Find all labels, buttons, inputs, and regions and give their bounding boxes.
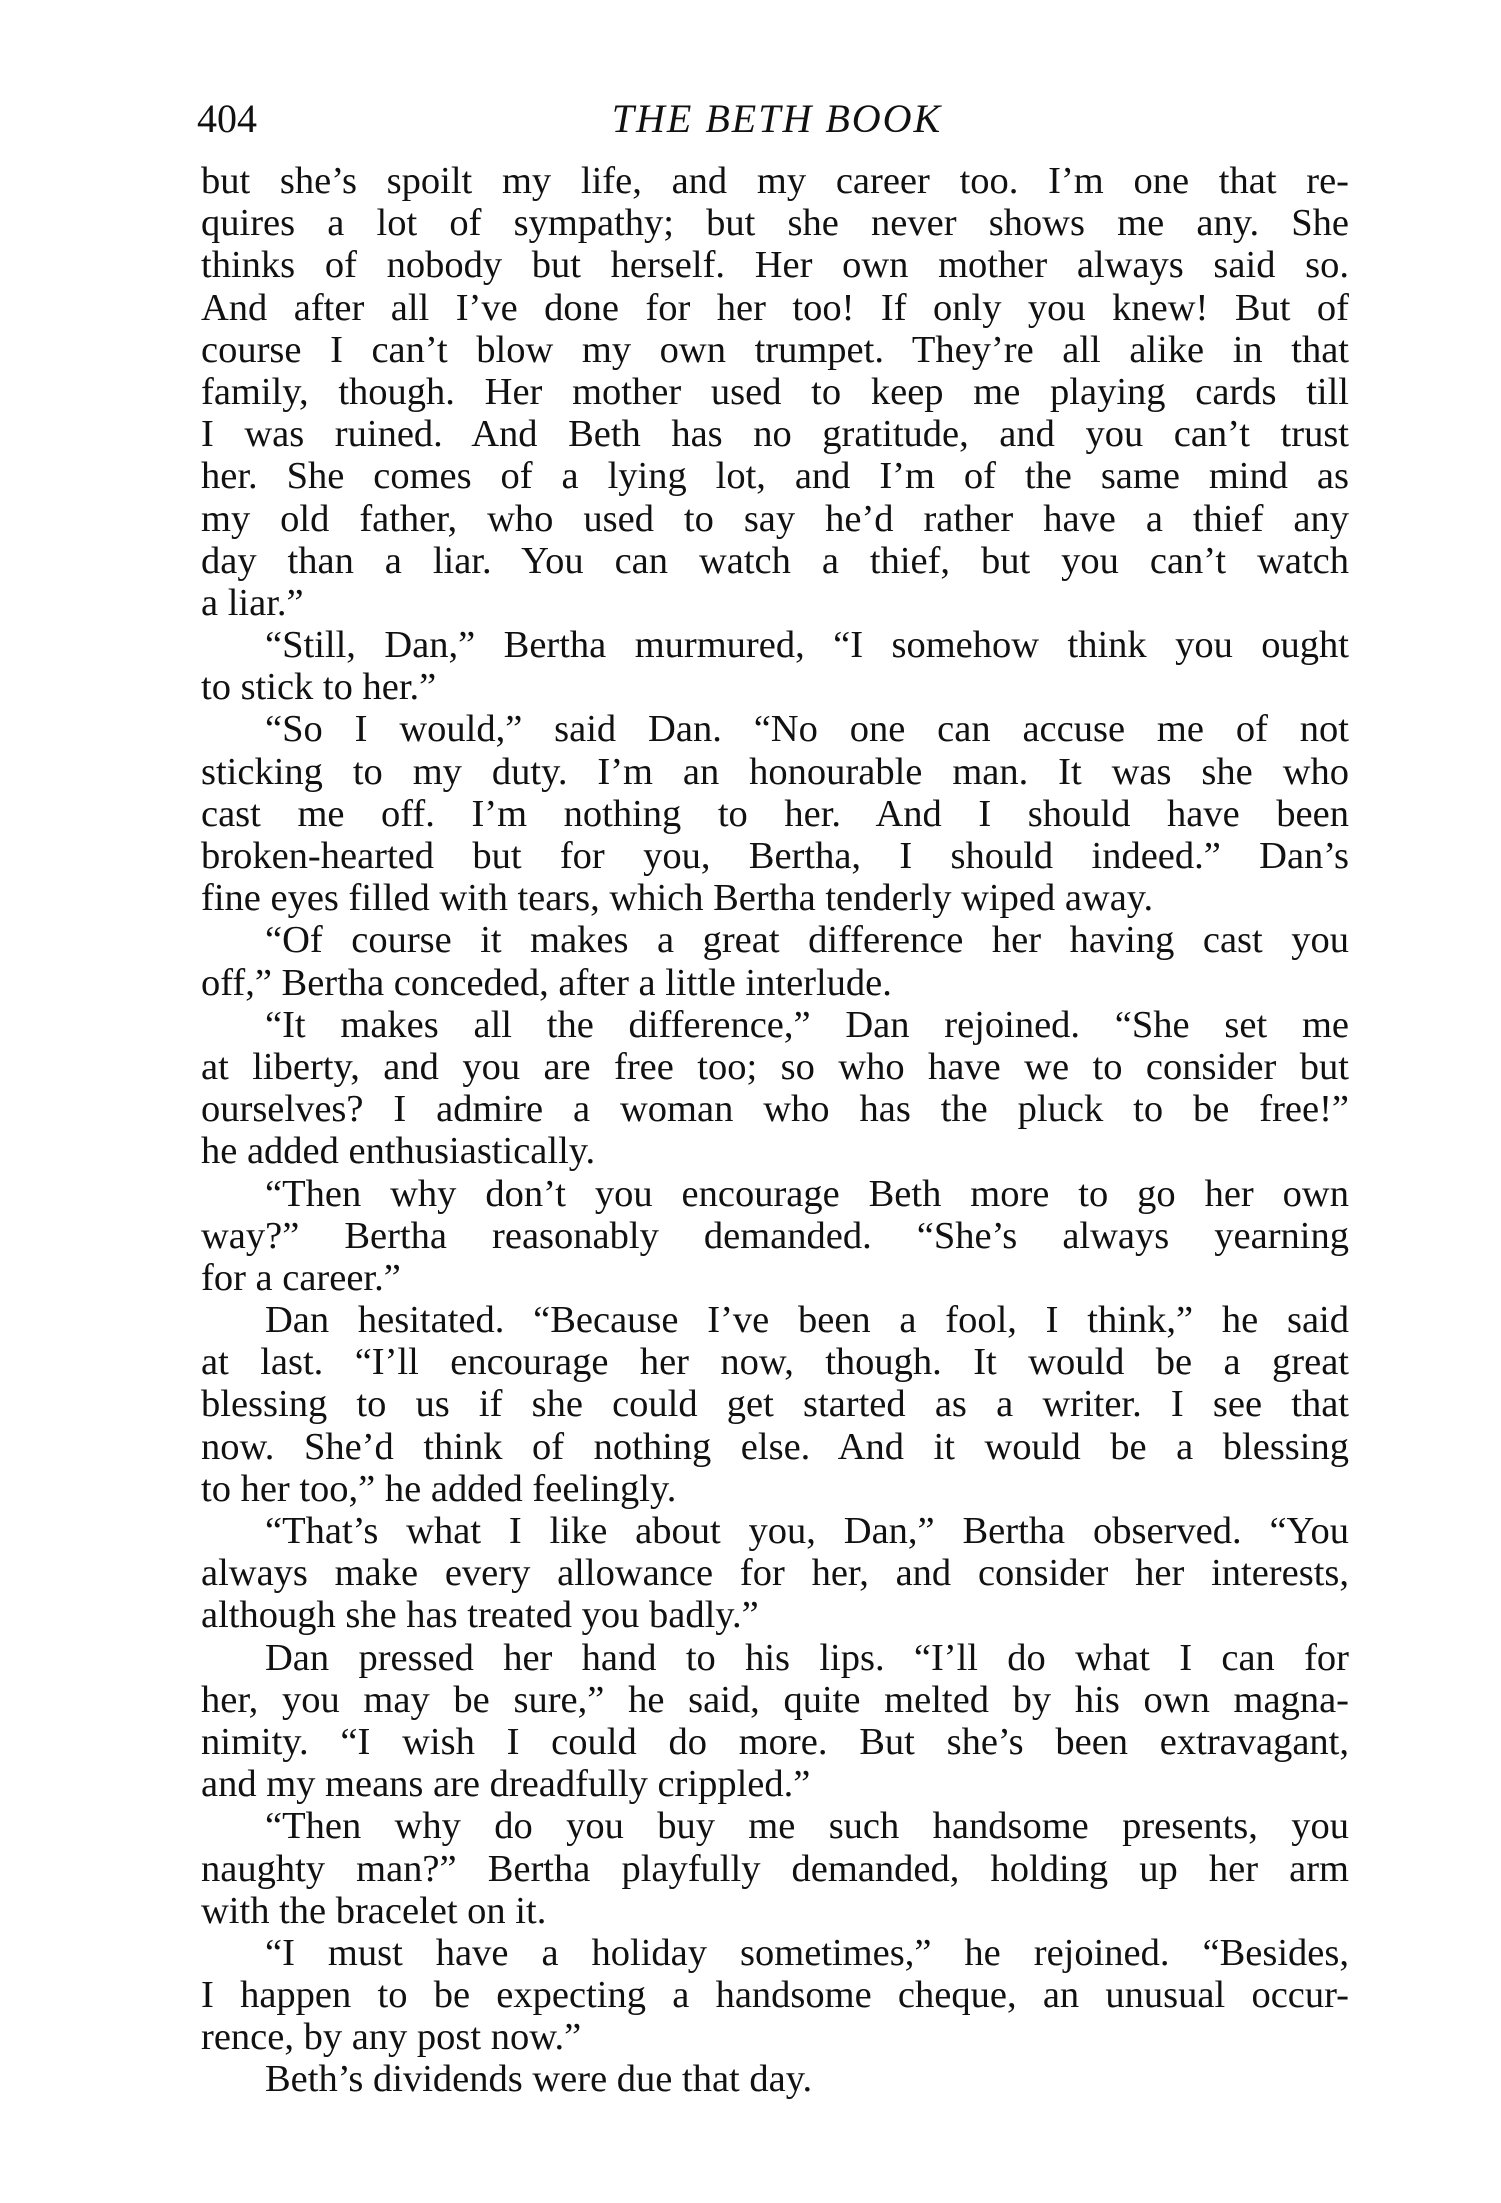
text-line: my old father, who used to say he’d rather have a thief any	[201, 497, 1349, 540]
paragraph	[201, 2058, 1349, 2100]
text-line: thinks of nobody but herself. Her own mother always said so.	[201, 244, 1349, 287]
text-line: cast me off. I’m nothing to her. And I should have been	[201, 792, 1349, 835]
text-line: and my means are dreadfully crippled.”	[201, 1763, 811, 1806]
text-line: always make every allowance for her, and consider her interests,	[201, 1552, 1349, 1595]
text-line: day than a liar. You can watch a thief, but you can’t watch	[201, 539, 1349, 582]
text-line: fine eyes filled with tears, which Bertha tenderly wiped away.	[201, 877, 1154, 920]
text-line: to her too,” he added feelingly.	[201, 1467, 677, 1510]
paragraph	[201, 708, 1349, 919]
text-line: with the bracelet on it.	[201, 1889, 547, 1932]
page-header	[197, 95, 1357, 143]
text-line: sticking to my duty. I’m an honourable man. It was she who	[201, 750, 1349, 793]
text-line: family, though. Her mother used to keep me playing cards till	[201, 370, 1349, 413]
paragraph	[201, 1932, 1349, 2059]
text-line: “So I would,” said Dan. “No one can accuse me of not	[265, 708, 1349, 751]
text-line: to stick to her.”	[201, 666, 437, 709]
text-line: he added enthusiastically.	[201, 1130, 596, 1173]
text-line: a liar.”	[201, 581, 304, 624]
text-line: rence, by any post now.”	[201, 2016, 582, 2059]
text-line: off,” Bertha conceded, after a little interlude.	[201, 961, 892, 1004]
page-body	[201, 160, 1349, 2101]
running-title: THE BETH BOOK	[611, 96, 943, 141]
paragraph	[201, 1805, 1349, 1932]
text-line: course I can’t blow my own trumpet. They’re all alike in that	[201, 328, 1349, 371]
text-line: at last. “I’ll encourage her now, though. It would be a great	[201, 1341, 1349, 1384]
paragraph	[201, 1637, 1349, 1806]
text-line: “It makes all the difference,” Dan rejoined. “She set me	[265, 1003, 1349, 1046]
text-line: broken-hearted but for you, Bertha, I should indeed.” Dan’s	[201, 835, 1349, 877]
text-line: her. She comes of a lying lot, and I’m of the same mind as	[201, 455, 1349, 498]
text-line: blessing to us if she could get started as a writer. I see that	[201, 1383, 1349, 1426]
text-line: at liberty, and you are free too; so who have we to consider but	[201, 1045, 1349, 1088]
text-line: nimity. “I wish I could do more. But she’s been extravagant,	[201, 1720, 1349, 1763]
paragraph	[201, 919, 1349, 1003]
text-line: now. She’d think of nothing else. And it would be a blessing	[201, 1425, 1349, 1468]
text-line: naughty man?” Bertha playfully demanded, holding up her arm	[201, 1847, 1349, 1890]
text-line: Beth’s dividends were due that day.	[265, 2058, 813, 2101]
text-line: but she’s spoilt my life, and my career too. I’m one that re-	[201, 160, 1349, 202]
text-line: for a career.”	[201, 1256, 401, 1299]
page-number: 404	[197, 96, 257, 141]
text-line: “I must have a holiday sometimes,” he rejoined. “Besides,	[265, 1931, 1349, 1974]
paragraph	[201, 1173, 1349, 1300]
text-line: ourselves? I admire a woman who has the pluck to be free!”	[201, 1088, 1349, 1131]
paragraph	[201, 1004, 1349, 1173]
text-line: her, you may be sure,” he said, quite melted by his own magna-	[201, 1678, 1349, 1721]
text-line: I happen to be expecting a handsome cheque, an unusual occur-	[201, 1974, 1349, 2017]
paragraph	[201, 624, 1349, 708]
text-line: “Of course it makes a great difference her having cast you	[265, 919, 1349, 962]
text-line: And after all I’ve done for her too! If only you knew! But of	[201, 286, 1349, 329]
text-line: “Still, Dan,” Bertha murmured, “I somehow think you ought	[265, 624, 1349, 667]
text-line: Dan pressed her hand to his lips. “I’ll do what I can for	[265, 1636, 1349, 1679]
paragraph	[201, 1510, 1349, 1637]
text-line: “Then why don’t you encourage Beth more to go her own	[265, 1172, 1349, 1215]
text-line: “Then why do you buy me such handsome presents, you	[265, 1805, 1349, 1848]
paragraph	[201, 1299, 1349, 1510]
text-line: I was ruined. And Beth has no gratitude, and you can’t trust	[201, 413, 1349, 456]
text-line: way?” Bertha reasonably demanded. “She’s always yearning	[201, 1214, 1349, 1257]
text-line: “That’s what I like about you, Dan,” Bertha observed. “You	[265, 1510, 1349, 1552]
paragraph	[201, 160, 1349, 624]
text-line: although she has treated you badly.”	[201, 1594, 759, 1637]
text-line: Dan hesitated. “Because I’ve been a fool, I think,” he said	[265, 1299, 1349, 1342]
text-line: quires a lot of sympathy; but she never shows me any. She	[201, 202, 1349, 245]
